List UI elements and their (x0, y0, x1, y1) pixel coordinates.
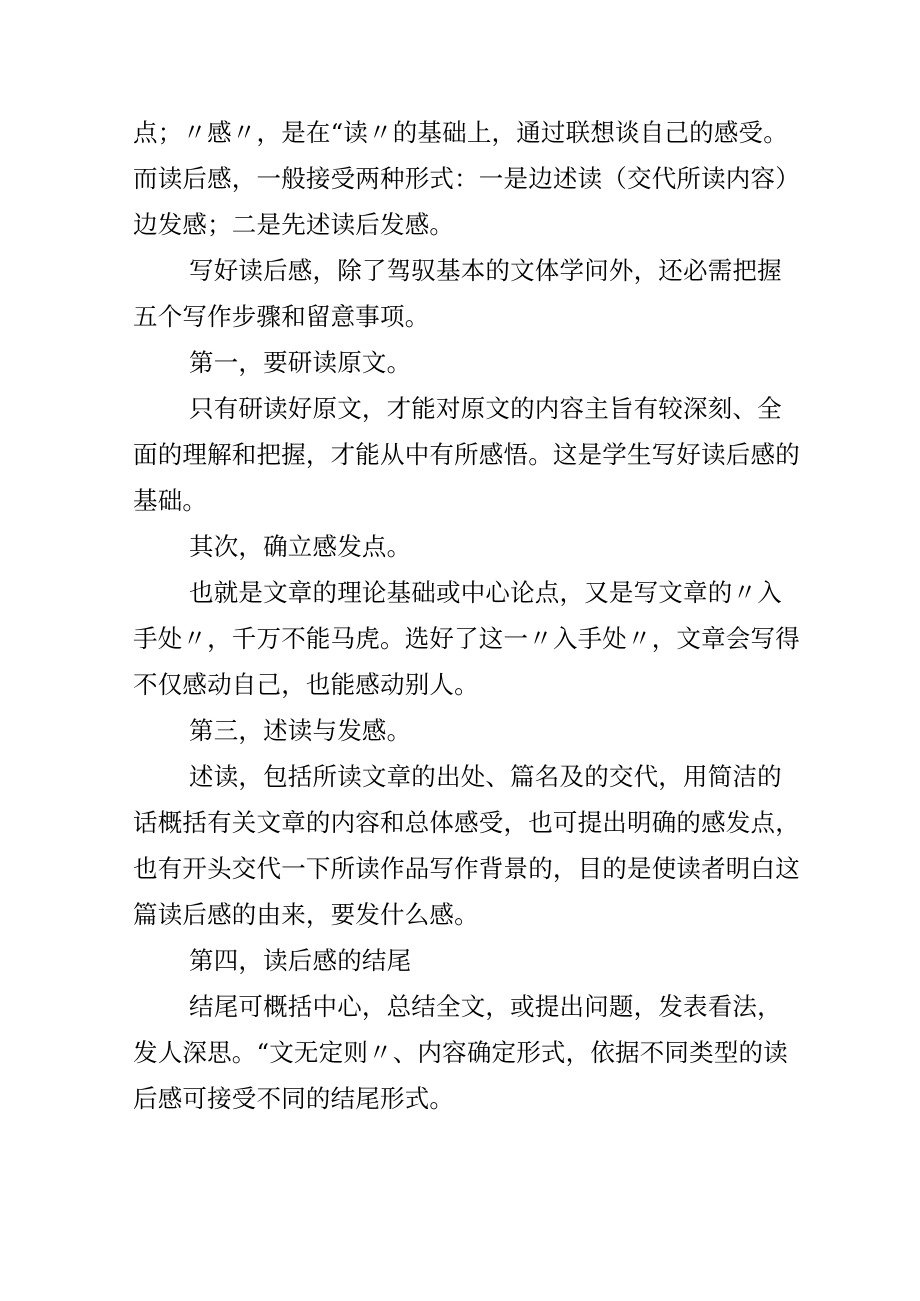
text-line: 面的理解和把握，才能从中有所感悟。这是学生写好读后感的 (133, 440, 800, 469)
text-line: 基础。 (133, 486, 208, 515)
paragraph-3 (133, 386, 800, 524)
text-line: 不仅感动自己，也能感动别人。 (133, 670, 479, 699)
text-line: 篇读后感的由来，要发什么感。 (133, 900, 479, 929)
text-line: 手处〃，千万不能马虎。选好了这一〃入手处〃，文章会写得 (133, 624, 800, 653)
text-line: 结尾可概括中心，总结全文，或提出问题，发表看法， (189, 992, 782, 1021)
paragraph-6 (133, 984, 793, 1122)
text-line: 只有研读好原文，才能对原文的内容主旨有较深刻、全 (189, 394, 782, 423)
text-line: 发人深思。“文无定则〃、内容确定形式，依据不同类型的读 (133, 1038, 788, 1067)
heading-step-4 (133, 938, 793, 984)
heading-step-2 (133, 524, 793, 570)
text-line: 述读，包括所读文章的出处、篇名及的交代，用简洁的 (189, 762, 782, 791)
text-line: 也就是文章的理论基础或中心论点，又是写文章的〃入 (189, 578, 782, 607)
text-line: 写好读后感，除了驾驭基本的文体学问外，还必需把握 (189, 256, 782, 285)
document-page (133, 110, 800, 1122)
text-line: 话概括有关文章的内容和总体感受，也可提出明确的感发点， (133, 808, 800, 837)
text-line: 第一，要研读原文。 (189, 348, 412, 377)
text-line: 点；〃感〃，是在“读〃的基础上，通过联想谈自己的感受。 (133, 118, 788, 147)
heading-step-3 (133, 708, 793, 754)
text-line: 其次，确立感发点。 (189, 532, 412, 561)
paragraph-2 (133, 248, 793, 340)
text-line: 而读后感，一般接受两种形式：一是边述读（交代所读内容） (133, 164, 800, 193)
paragraph-5 (133, 754, 800, 938)
text-line: 也有开头交代一下所读作品写作背景的，目的是使读者明白这 (133, 854, 800, 883)
text-line: 五个写作步骤和留意事项。 (133, 302, 430, 331)
paragraph-4 (133, 570, 800, 708)
text-line: 第四，读后感的结尾 (189, 946, 412, 975)
text-line: 边发感；二是先述读后发感。 (133, 210, 455, 239)
text-line: 后感可接受不同的结尾形式。 (133, 1084, 455, 1113)
paragraph-1 (133, 110, 800, 248)
heading-step-1 (133, 340, 793, 386)
text-line: 第三，述读与发感。 (189, 716, 412, 745)
